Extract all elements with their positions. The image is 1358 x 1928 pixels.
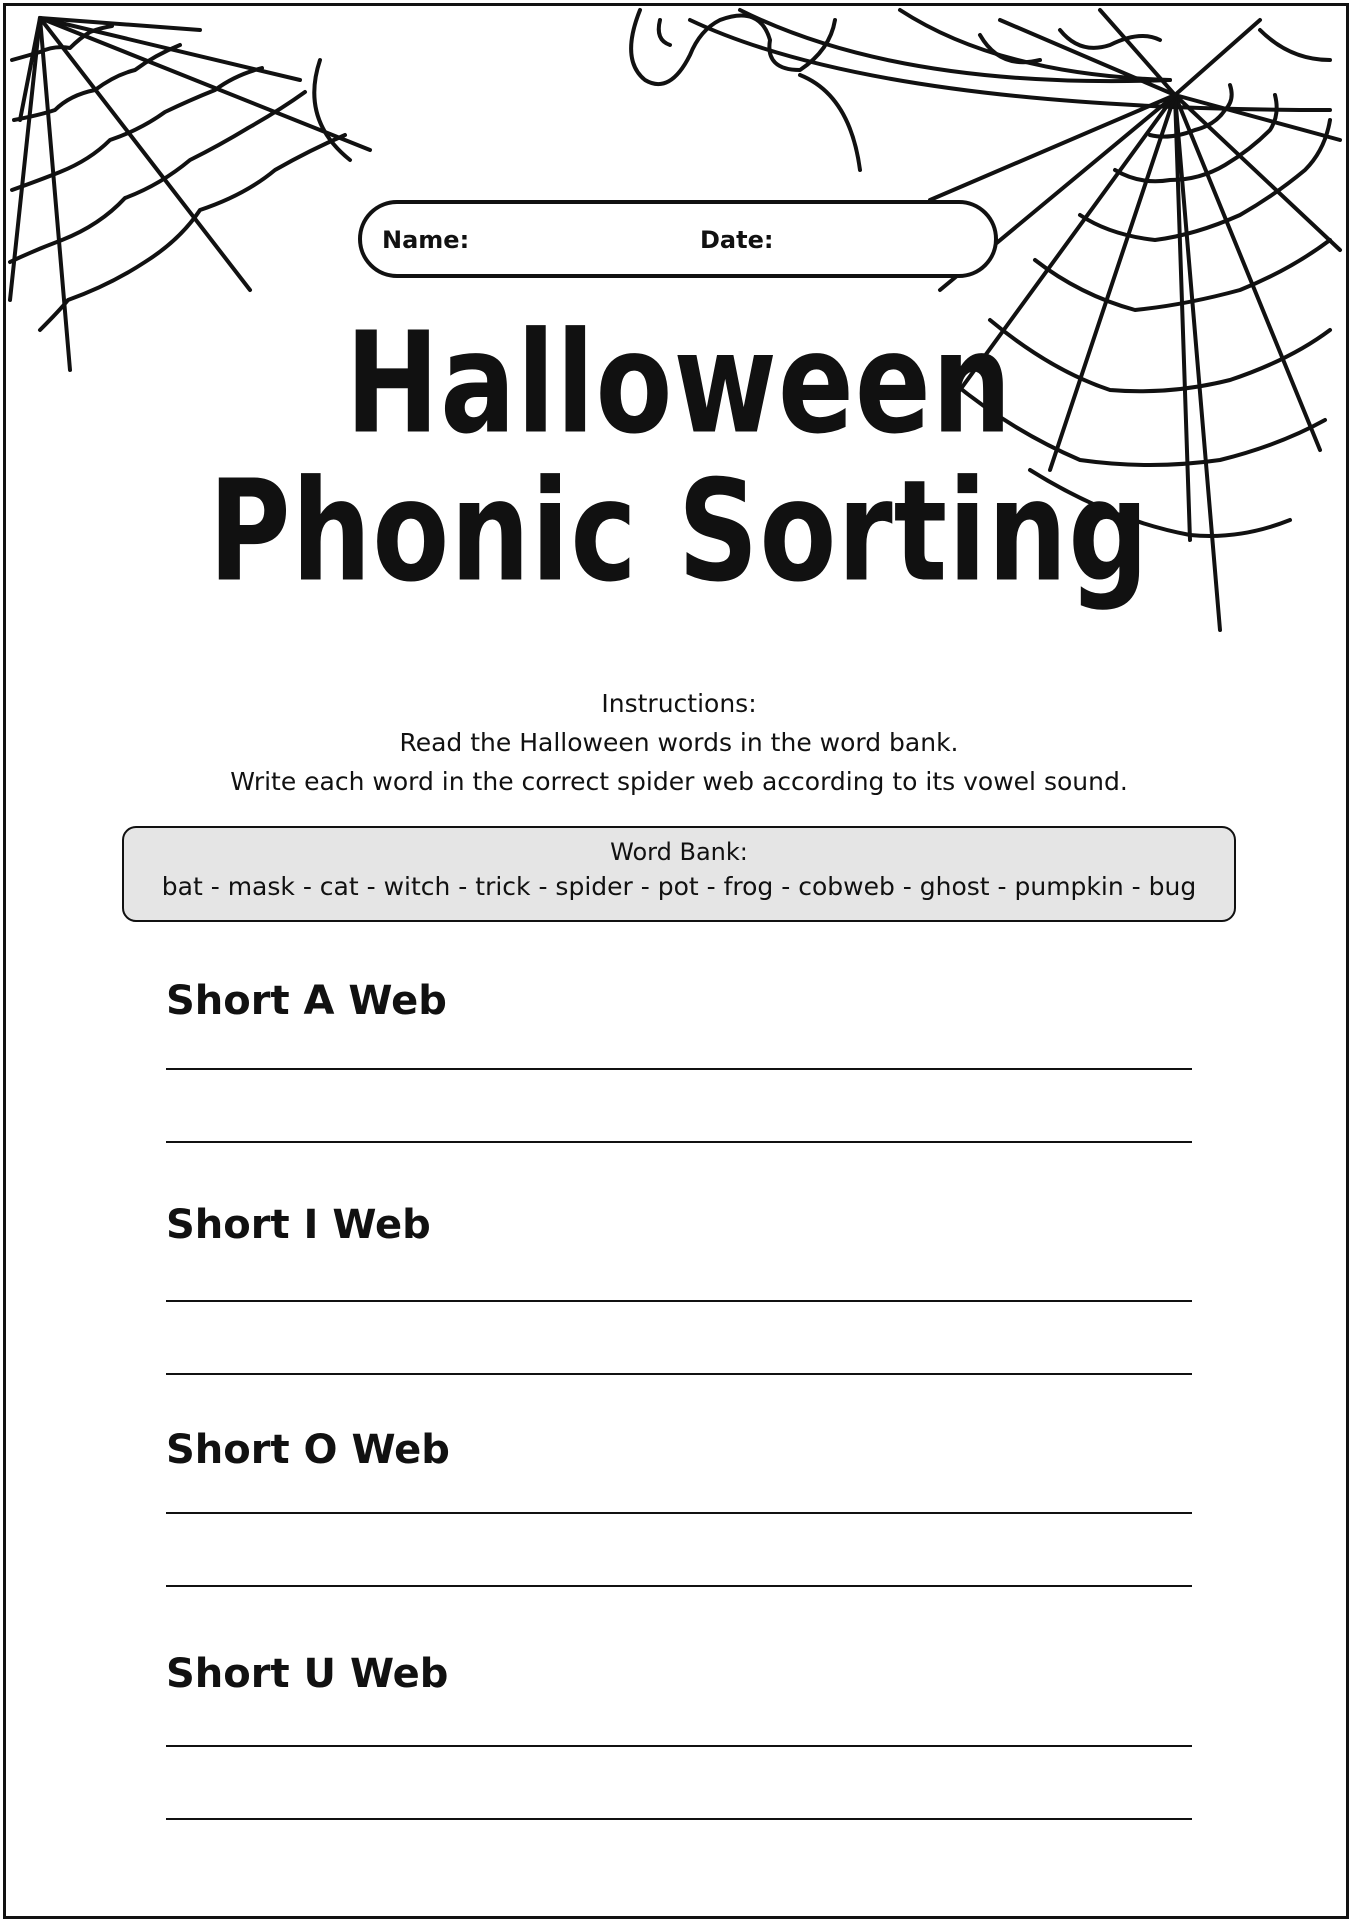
writing-line[interactable]: [166, 1141, 1192, 1143]
title-line-2: Phonic Sorting: [208, 450, 1150, 614]
word-bank: [122, 826, 1236, 922]
section-heading-short-u: Short U Web: [166, 1651, 449, 1697]
title-line-1: Halloween: [345, 302, 1013, 466]
section-heading-short-a: Short A Web: [166, 978, 447, 1024]
instructions-line-2: Write each word in the correct spider web according to its vowel sound.: [230, 767, 1128, 796]
name-date-box: [358, 200, 998, 278]
instructions-line-1: Read the Halloween words in the word bank.: [399, 728, 959, 757]
word-bank-words: bat - mask - cat - witch - trick - spider - pot - frog - cobweb - ghost - pumpkin - bug: [161, 872, 1197, 901]
name-label: Name:: [382, 226, 470, 254]
writing-line[interactable]: [166, 1512, 1192, 1514]
writing-line[interactable]: [166, 1585, 1192, 1587]
writing-line[interactable]: [166, 1818, 1192, 1820]
section-heading-short-i: Short I Web: [166, 1202, 431, 1248]
ghost-icon: [314, 10, 860, 170]
writing-line[interactable]: [166, 1300, 1192, 1302]
writing-line[interactable]: [166, 1068, 1192, 1070]
writing-line[interactable]: [166, 1745, 1192, 1747]
date-label: Date:: [700, 226, 774, 254]
instructions-heading: Instructions:: [601, 689, 757, 718]
section-heading-short-o: Short O Web: [166, 1427, 450, 1473]
word-bank-title: Word Bank:: [610, 838, 748, 866]
instructions: [0, 684, 1358, 801]
page-title: [0, 302, 1358, 614]
writing-line[interactable]: [166, 1373, 1192, 1375]
